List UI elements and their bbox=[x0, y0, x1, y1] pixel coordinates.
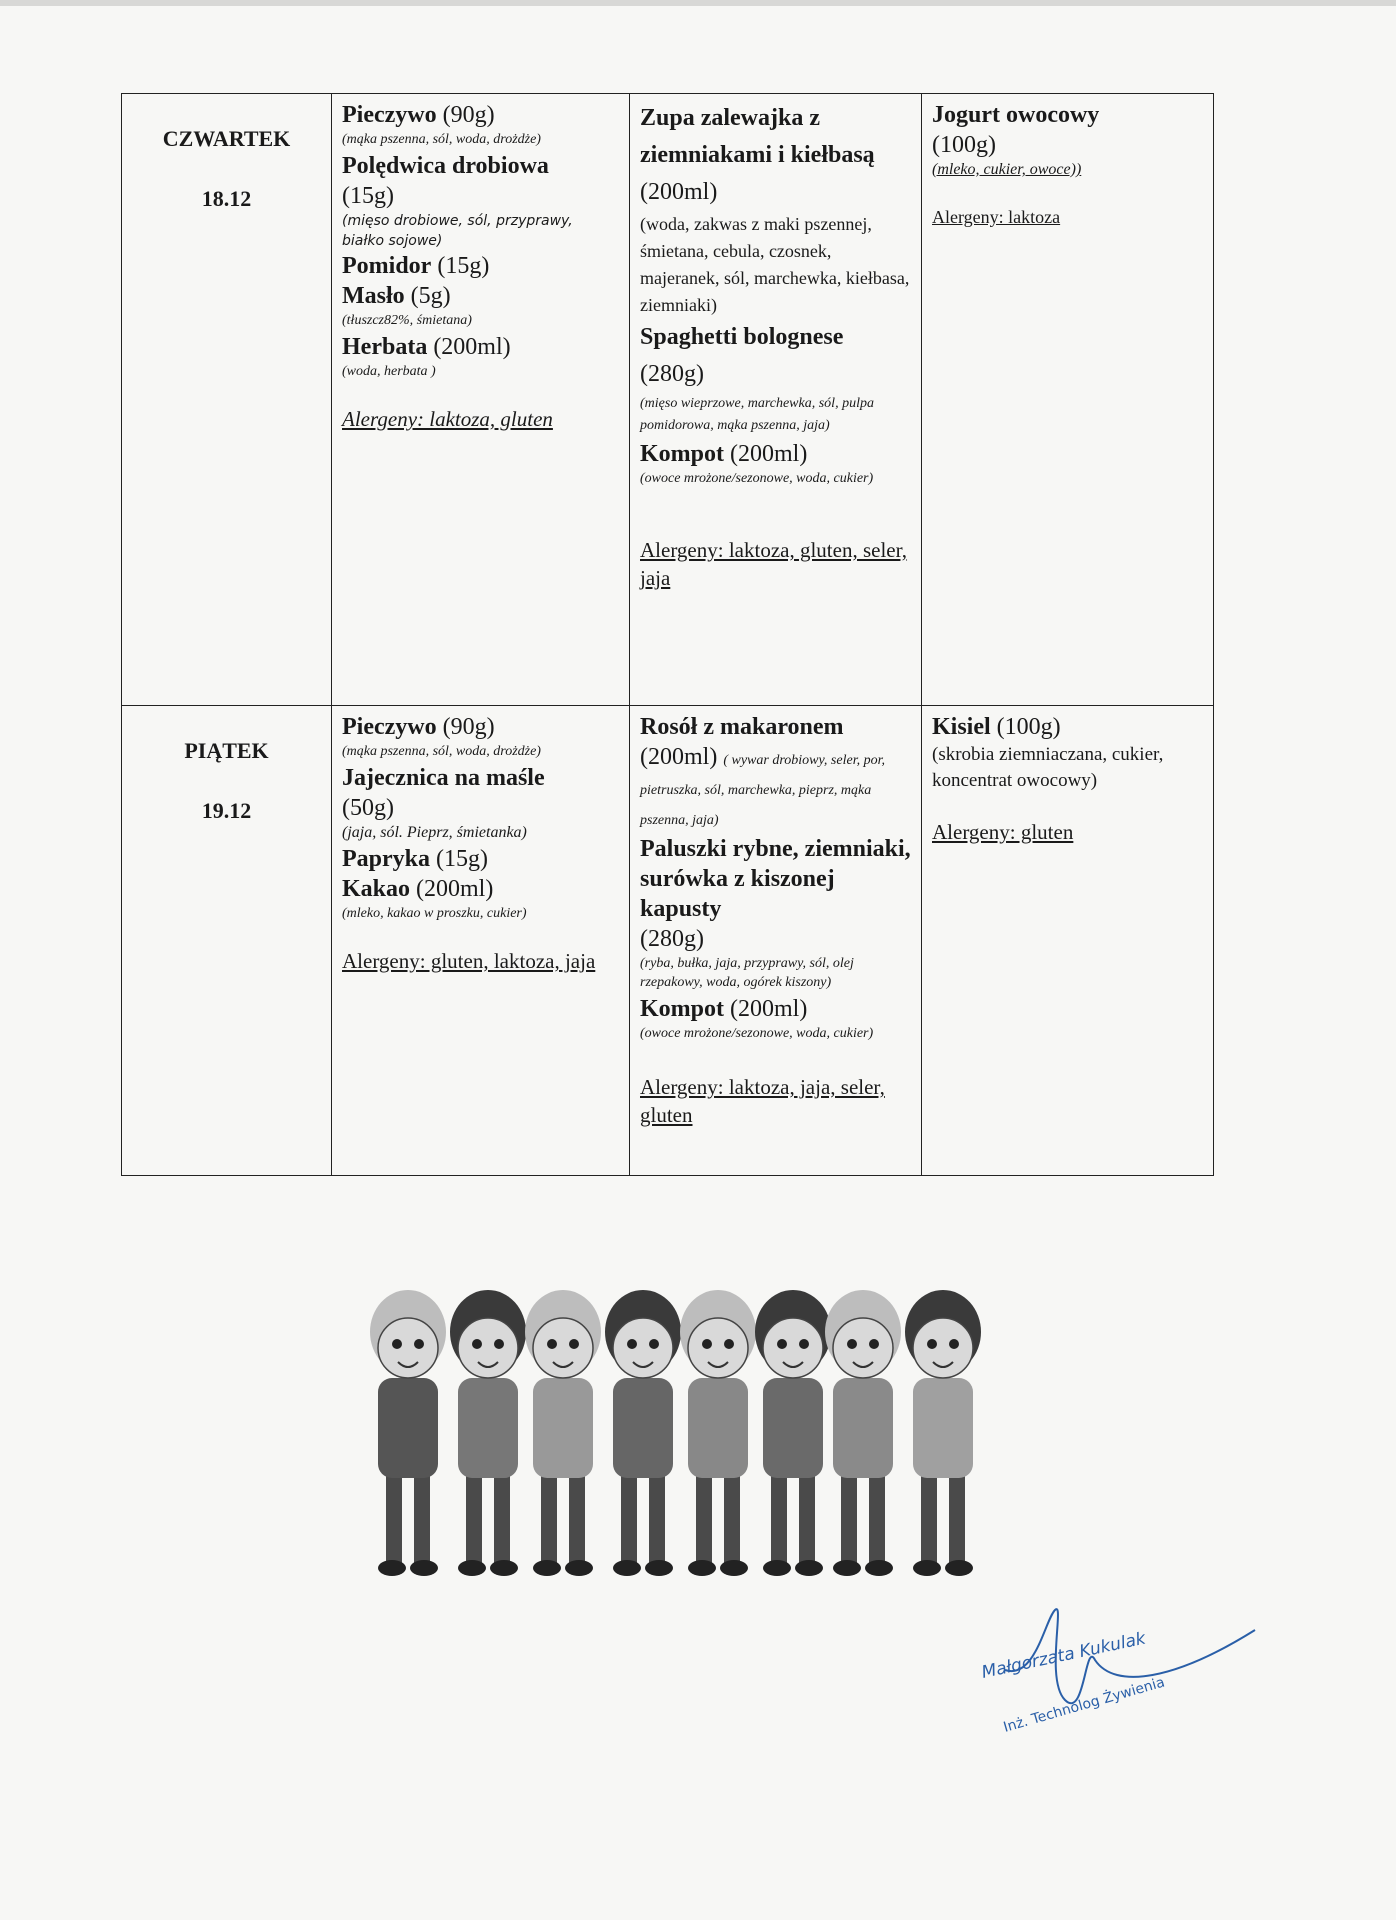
dish-qty: (15g) bbox=[436, 846, 488, 872]
day-cell bbox=[122, 706, 332, 1176]
dish-name: Pomidor bbox=[342, 253, 432, 279]
dish-ingredients: (woda, herbata ) bbox=[342, 364, 436, 379]
child-figure bbox=[825, 1290, 901, 1576]
dish-qty: (15g) bbox=[342, 183, 394, 209]
dish bbox=[640, 712, 911, 832]
dish-name: Masło bbox=[342, 283, 405, 309]
dish-ingredients: (woda, zakwas z maki pszennej, śmietana, cebula, czosnek, majeranek, sól, marchewka, kiełbasa, ziemniaki) bbox=[640, 214, 910, 315]
signature-title: Inż. Technolog Żywienia bbox=[1001, 1674, 1167, 1736]
dish-qty: (200ml) bbox=[433, 334, 511, 360]
child-figure bbox=[370, 1290, 446, 1576]
dish-qty: (50g) bbox=[342, 795, 394, 821]
lunch-cell bbox=[630, 706, 922, 1176]
dish-name: Papryka bbox=[342, 846, 431, 872]
dish-qty: (200ml) bbox=[730, 996, 808, 1022]
dish bbox=[342, 281, 619, 311]
dish-qty: (15g) bbox=[437, 253, 490, 279]
menu-table bbox=[121, 93, 1214, 1176]
dish-ingredients: (ryba, bułka, jaja, przyprawy, sól, olej rzepakowy, woda, ogórek kiszony) bbox=[640, 956, 854, 990]
dish bbox=[932, 712, 1203, 742]
allergens: Alergeny: gluten, laktoza, jaja bbox=[342, 949, 596, 973]
dish-ingredients: (tłuszcz82%, śmietana) bbox=[342, 313, 472, 328]
dish-name: Spaghetti bolognese bbox=[640, 324, 844, 350]
dish-qty: (5g) bbox=[410, 283, 451, 309]
child-figure bbox=[905, 1290, 981, 1576]
dish-qty: (100g) bbox=[996, 714, 1061, 740]
day-date: 18.12 bbox=[201, 186, 252, 211]
breakfast-cell bbox=[332, 706, 630, 1176]
dish bbox=[640, 439, 911, 469]
dish-qty: (200ml) bbox=[640, 744, 718, 770]
dish-name: Jogurt owocowy bbox=[932, 102, 1100, 128]
lunch-cell bbox=[630, 94, 922, 706]
dish-ingredients: (jaja, sól. Pieprz, śmietanka) bbox=[342, 824, 527, 841]
dish-ingredients: (mleko, cukier, owoce)) bbox=[932, 161, 1082, 178]
dish bbox=[342, 332, 619, 362]
dish-ingredients: (mięso drobiowe, sól, przyprawy, białko sojowe) bbox=[342, 213, 573, 249]
dish bbox=[342, 844, 619, 874]
dish bbox=[342, 151, 619, 211]
dish-ingredients: (owoce mrożone/sezonowe, woda, cukier) bbox=[640, 471, 874, 486]
dish-name: Paluszki rybne, ziemniaki, surówka z kiszonej kapusty bbox=[640, 836, 911, 922]
dish-name: Jajecznica na maśle bbox=[342, 765, 545, 791]
dish bbox=[640, 319, 911, 393]
dish bbox=[342, 763, 619, 823]
dish-name: Kakao bbox=[342, 876, 411, 902]
dish-name: Pieczywo bbox=[342, 102, 437, 128]
dish-ingredients: (mąka pszenna, sól, woda, drożdże) bbox=[342, 744, 541, 759]
dish bbox=[932, 100, 1203, 160]
signature-name: Małgorzata Kukulak bbox=[979, 1628, 1148, 1683]
dish bbox=[640, 834, 911, 954]
snack-cell bbox=[922, 706, 1214, 1176]
dish bbox=[640, 994, 911, 1024]
day-name: PIĄTEK bbox=[184, 738, 269, 763]
allergens: Alergeny: laktoza, jaja, seler, gluten bbox=[640, 1075, 885, 1127]
child-figure bbox=[605, 1290, 681, 1576]
child-figure bbox=[450, 1290, 526, 1576]
breakfast-cell bbox=[332, 94, 630, 706]
day-name: CZWARTEK bbox=[162, 126, 291, 151]
dish-ingredients: (mięso wieprzowe, marchewka, sól, pulpa pomidorowa, mąka pszenna, jaja) bbox=[640, 396, 874, 433]
dish-name: Kompot bbox=[640, 996, 724, 1022]
dish-name: Kompot bbox=[640, 441, 724, 467]
dish-ingredients: (mąka pszenna, sól, woda, drożdże) bbox=[342, 132, 541, 147]
child-figure bbox=[680, 1290, 756, 1576]
dish-qty: (90g) bbox=[442, 102, 495, 128]
dish-ingredients: (skrobia ziemniaczana, cukier, koncentrat owocowy) bbox=[932, 744, 1164, 791]
allergens: Alergeny: laktoza bbox=[932, 207, 1061, 227]
dish bbox=[342, 712, 619, 742]
dish bbox=[342, 100, 619, 130]
scan-edge bbox=[0, 0, 1396, 6]
menu-row-friday bbox=[122, 706, 1214, 1176]
allergens: Alergeny: laktoza, gluten, seler, jaja bbox=[640, 538, 908, 590]
dish-qty: (280g) bbox=[640, 926, 704, 952]
allergens: Alergeny: laktoza, gluten bbox=[342, 407, 553, 431]
dish-qty: (200ml) bbox=[416, 876, 494, 902]
dish-name: Kisiel bbox=[932, 714, 991, 740]
dish-qty: (200ml) bbox=[730, 441, 808, 467]
dish bbox=[342, 251, 619, 281]
dish-ingredients: ( wywar drobiowy, seler, por, pietruszka, sól, marchewka, pieprz, mąka pszenna, jaja) bbox=[640, 753, 885, 828]
menu-row-thursday bbox=[122, 94, 1214, 706]
day-date: 19.12 bbox=[201, 798, 252, 823]
dish-name: Pieczywo bbox=[342, 714, 437, 740]
dish-qty: (100g) bbox=[932, 132, 996, 158]
allergens: Alergeny: gluten bbox=[932, 820, 1074, 844]
children-group-illustration bbox=[363, 1270, 1023, 1592]
child-figure bbox=[755, 1290, 831, 1576]
dish-name: Polędwica drobiowa bbox=[342, 153, 549, 179]
dish-qty: (280g) bbox=[640, 361, 704, 387]
signature bbox=[975, 1600, 1265, 1760]
dish-name: Zupa zalewajka z ziemniakami i kiełbasą bbox=[640, 105, 875, 168]
dish-ingredients: (owoce mrożone/sezonowe, woda, cukier) bbox=[640, 1026, 874, 1041]
dish-ingredients: (mleko, kakao w proszku, cukier) bbox=[342, 906, 527, 921]
snack-cell bbox=[922, 94, 1214, 706]
dish-name: Herbata bbox=[342, 334, 428, 360]
day-cell bbox=[122, 94, 332, 706]
dish-name: Rosół z makaronem bbox=[640, 714, 844, 740]
child-figure bbox=[525, 1290, 601, 1576]
dish bbox=[640, 100, 911, 211]
dish-qty: (200ml) bbox=[640, 179, 718, 205]
dish bbox=[342, 874, 619, 904]
children-figures bbox=[370, 1290, 981, 1576]
dish-qty: (90g) bbox=[442, 714, 495, 740]
